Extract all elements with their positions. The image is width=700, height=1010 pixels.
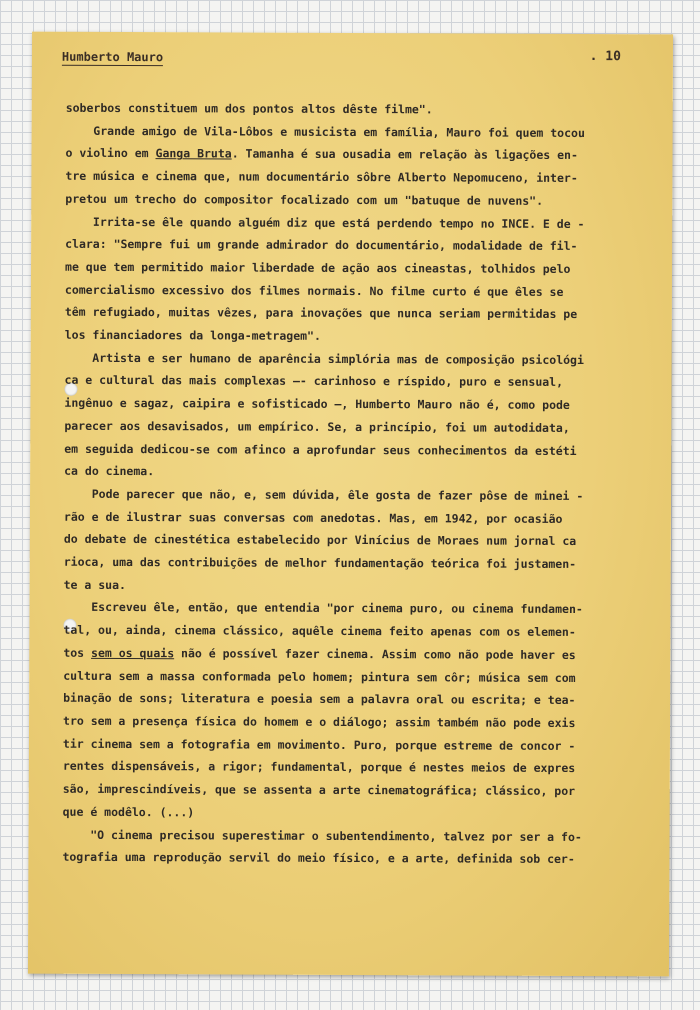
text-segment: comercialismo excessivo dos filmes normais. No filme curto é que êles se (64, 282, 564, 299)
text-line (65, 346, 625, 371)
text-segment: parecer aos desavisados, um empírico. Se, a princípio, foi um autodidata, (64, 418, 570, 435)
text-segment: Grande amigo de Vila-Lôbos e musicista em família, Mauro foi quem tocou (65, 123, 585, 140)
text-line (64, 483, 624, 508)
text-line (64, 460, 624, 485)
text-line (64, 528, 624, 553)
text-line (63, 596, 623, 621)
text-line (63, 732, 623, 757)
text-line (63, 664, 623, 689)
underlined-text: Ganga Bruta (155, 146, 232, 161)
text-segment: Escreveu êle, então, que entendia "por cinema puro, ou cinema fundamen- (63, 600, 583, 617)
text-line (63, 619, 623, 644)
text-line (65, 233, 625, 258)
text-line (64, 437, 624, 462)
text-line (65, 256, 625, 281)
text-line (62, 846, 622, 871)
text-segment: ca do cinema. (64, 464, 155, 479)
text-line (63, 778, 623, 803)
text-line (65, 301, 625, 326)
text-segment: "O cinema precisou superestimar o subentendimento, talvez por ser a fo- (62, 827, 582, 844)
text-segment: te a sua. (63, 577, 126, 592)
text-line (63, 801, 623, 826)
text-line (64, 415, 624, 440)
text-segment: tre música e cinema que, num documentário sôbre Alberto Nepomuceno, inter- (65, 168, 578, 186)
typewritten-page (28, 32, 673, 977)
text-segment: tografia uma reprodução servil do meio físico, e a arte, definida sob cer- (62, 849, 575, 867)
text-segment: rioca, uma das contribuições de melhor fundamentação teórica foi justamen- (63, 554, 577, 572)
text-segment: Artista e ser humano de aparência simplória mas de composição psicológi (64, 350, 584, 367)
text-line (65, 210, 625, 235)
text-segment: não é possível fazer cinema. Assim como não pode haver es (174, 646, 576, 662)
text-segment: o violino em (65, 146, 156, 161)
text-line (63, 642, 623, 667)
text-segment: me que tem permitido maior liberdade de ação aos cineastas, tolhidos pelo (65, 259, 571, 276)
text-line (63, 687, 623, 712)
underlined-text: sem os quais (91, 645, 175, 661)
text-segment: Pode parecer que não, e, sem dúvida, êle gosta de fazer pôse de minei - (64, 486, 584, 503)
text-line (65, 278, 625, 303)
text-segment: ca e cultural das mais complexas —- carinhoso e ríspido, puro e sensual, (64, 373, 564, 390)
page-number: . 10 (589, 49, 621, 65)
text-segment: cultura sem a massa conformada pelo homem; pintura sem côr; música sem com (63, 668, 576, 685)
text-segment: soberbos constituem um dos pontos altos dêste filme". (65, 100, 433, 117)
text-segment: pretou um trecho do compositor focalizado com um "batuque de nuvens". (65, 191, 544, 208)
text-line (64, 551, 624, 576)
author-header: Humberto Mauro (61, 49, 164, 65)
text-segment: em seguida dedicou-se com afinco a aprofundar seus conhecimentos da estéti (64, 441, 577, 458)
text-segment: têm refugiado, muitas vêzes, para inovações que nunca seriam permitidas pe (64, 305, 578, 322)
text-line (66, 119, 626, 144)
text-segment: ingênuo e sagaz, caipira e sofisticado —, Humberto Mauro não é, como pode (64, 395, 570, 413)
text-segment: tir cinema sem a fotografia em movimento. Puro, porque estreme de concor - (62, 736, 576, 753)
text-segment: rão e de ilustrar suas conversas com anedotas. Mas, em 1942, por ocasião (63, 509, 563, 526)
text-segment: rentes dispensáveis, a rigor; fundamental, porque é nestes meios de expres (62, 759, 576, 776)
text-line (63, 710, 623, 735)
text-line (65, 188, 625, 213)
text-line (63, 755, 623, 780)
text-line (65, 324, 625, 349)
text-segment: clara: "Sempre fui um grande admirador do documentário, modalidade de fil- (65, 236, 578, 254)
text-line (63, 823, 623, 848)
body-text (62, 97, 625, 871)
text-segment: binação de sons; literatura e poesia sem a palavra oral ou escrita; e tea- (63, 691, 576, 708)
text-segment: tal, ou, ainda, cinema clássico, aquêle cinema feito apenas com os elemen- (63, 622, 576, 640)
text-line (64, 392, 624, 417)
text-segment: los financiadores da longa-metragem". (64, 327, 321, 343)
text-segment: são, imprescindíveis, que se assenta a arte cinematográfica; clássico, por (62, 781, 576, 799)
text-line (65, 142, 625, 167)
text-line (64, 505, 624, 530)
text-segment: que é modêlo. (...) (62, 804, 195, 820)
text-segment: tos (63, 645, 92, 660)
text-segment: . Tamanha é sua ousadia em relação às ligações en- (231, 146, 578, 163)
text-line (65, 165, 625, 190)
text-segment: Irrita-se êle quando alguém diz que está perdendo tempo no INCE. E de - (65, 214, 585, 231)
text-line (64, 369, 624, 394)
text-segment: do debate de cinestética estabelecido por Vinícius de Moraes num jornal ca (63, 532, 577, 549)
text-line (66, 97, 626, 122)
text-line (64, 574, 624, 599)
text-segment: tro sem a presença física do homem e o diálogo; assim também não pode exis (63, 713, 576, 730)
